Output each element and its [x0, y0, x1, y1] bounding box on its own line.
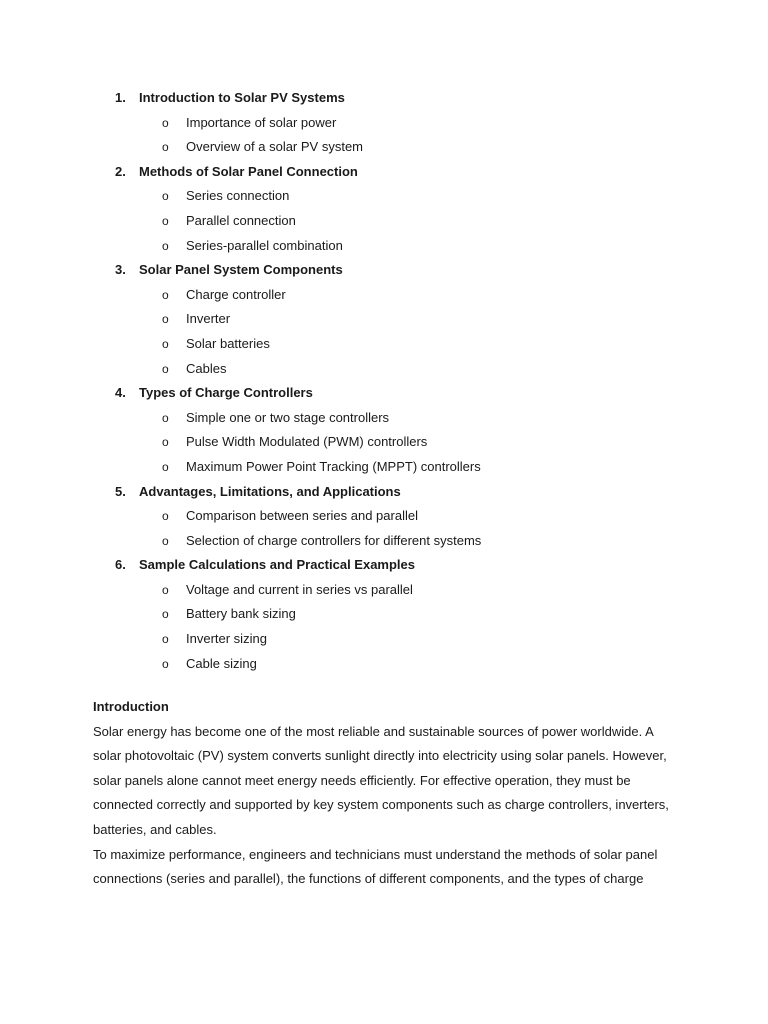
- hollow-bullet-icon: o: [162, 459, 169, 474]
- introduction-section: [93, 695, 683, 892]
- section-number-cell: [0, 160, 139, 185]
- outline-section-heading: [0, 160, 768, 185]
- hollow-bullet-icon: o: [162, 410, 169, 425]
- subitem-text: Charge controller: [186, 286, 286, 302]
- outline-subitem: [0, 332, 768, 357]
- hollow-bullet-icon: o: [162, 632, 169, 647]
- section-number-cell: [0, 381, 139, 406]
- outline-subitem: [0, 578, 768, 603]
- section-number-cell: [0, 553, 139, 578]
- outline-section-heading: [0, 258, 768, 283]
- hollow-bullet-icon: o: [162, 509, 169, 524]
- hollow-bullet-icon: o: [162, 312, 169, 327]
- section-title: Types of Charge Controllers: [139, 385, 313, 401]
- hollow-bullet-icon: o: [162, 361, 169, 376]
- subitem-text: Comparison between series and parallel: [186, 508, 418, 524]
- hollow-bullet-icon: o: [162, 533, 169, 548]
- hollow-bullet-icon: o: [162, 656, 169, 671]
- hollow-bullet-icon: o: [162, 287, 169, 302]
- section-title: Introduction to Solar PV Systems: [139, 90, 345, 105]
- subitem-text: Series connection: [186, 188, 290, 204]
- subitem-text: Parallel connection: [186, 212, 296, 228]
- outline-subitem: [0, 652, 768, 677]
- section-number: 5.: [115, 483, 126, 499]
- subitem-text: Maximum Power Point Tracking (MPPT) controllers: [186, 458, 481, 474]
- hollow-bullet-icon: o: [162, 238, 169, 253]
- introduction-paragraph-2: [93, 843, 683, 892]
- subitem-text: Cable sizing: [186, 655, 257, 671]
- outline-section-heading: [0, 553, 768, 578]
- subitem-text: Battery bank sizing: [186, 606, 296, 622]
- section-title: Advantages, Limitations, and Applications: [139, 483, 401, 499]
- hollow-bullet-icon: o: [162, 435, 169, 450]
- section-title: Sample Calculations and Practical Examples: [139, 557, 416, 573]
- subitem-text: Overview of a solar PV system: [186, 139, 363, 155]
- subitem-text: Voltage and current in series vs parallel: [186, 581, 413, 597]
- outline-subitem: [0, 430, 768, 455]
- outline-section-heading: [0, 480, 768, 505]
- hollow-bullet-icon: o: [162, 336, 169, 351]
- paragraph-line: Solar energy has become one of the most reliable and sustainable sources of power worldwide. A: [93, 723, 654, 739]
- hollow-bullet-icon: o: [162, 140, 169, 155]
- outline-subitem: [0, 135, 768, 160]
- subitem-text: Importance of solar power: [186, 114, 337, 130]
- section-number: 2.: [115, 163, 126, 179]
- outline-subitem: [0, 209, 768, 234]
- outline-subitem: [0, 504, 768, 529]
- paragraph-line: To maximize performance, engineers and technicians must understand the methods of solar panel: [93, 846, 658, 862]
- section-number-cell: [0, 258, 139, 283]
- outline-list: [0, 86, 768, 676]
- paragraph-line: solar panels alone cannot meet energy needs efficiently. For effective operation, they must be: [93, 772, 631, 788]
- subitem-text: Pulse Width Modulated (PWM) controllers: [186, 434, 428, 450]
- outline-section-heading: [0, 381, 768, 406]
- subitem-text: Simple one or two stage controllers: [186, 409, 390, 425]
- section-number-cell: [0, 86, 139, 111]
- hollow-bullet-icon: o: [162, 213, 169, 228]
- subitem-text: Solar batteries: [186, 335, 270, 351]
- section-number-cell: [0, 480, 139, 505]
- section-number: 6.: [115, 557, 126, 573]
- introduction-paragraph-1: [93, 720, 683, 843]
- subitem-text: Series-parallel combination: [186, 237, 343, 253]
- outline-section-heading: [0, 86, 768, 111]
- section-number: 3.: [115, 262, 126, 278]
- outline-subitem: [0, 357, 768, 382]
- outline-section: [0, 480, 768, 554]
- outline-section: [0, 160, 768, 258]
- outline-subitem: [0, 111, 768, 136]
- paragraph-line: batteries, and cables.: [93, 821, 217, 837]
- subitem-text: Inverter sizing: [186, 631, 267, 647]
- paragraph-line: solar photovoltaic (PV) system converts sunlight directly into electricity using solar panels. However,: [93, 748, 667, 764]
- paragraph-line: connected correctly and supported by key system components such as charge controllers, inverters,: [93, 797, 669, 813]
- section-number: 1.: [115, 90, 126, 105]
- subitem-text: Selection of charge controllers for different systems: [186, 532, 482, 548]
- outline-section: [0, 258, 768, 381]
- subitem-text: Cables: [186, 360, 227, 376]
- hollow-bullet-icon: o: [162, 582, 169, 597]
- section-number: 4.: [115, 385, 126, 401]
- section-title: Solar Panel System Components: [139, 262, 343, 278]
- outline-subitem: [0, 184, 768, 209]
- section-title: Methods of Solar Panel Connection: [139, 163, 358, 179]
- outline-subitem: [0, 529, 768, 554]
- outline-subitem: [0, 307, 768, 332]
- outline-subitem: [0, 627, 768, 652]
- introduction-heading: Introduction: [93, 699, 169, 714]
- outline-subitem: [0, 234, 768, 259]
- subitem-text: Inverter: [186, 311, 231, 327]
- hollow-bullet-icon: o: [162, 189, 169, 204]
- outline-subitem: [0, 455, 768, 480]
- hollow-bullet-icon: o: [162, 115, 169, 130]
- outline-section: [0, 553, 768, 676]
- outline-section: [0, 86, 768, 160]
- outline-subitem: [0, 406, 768, 431]
- outline-subitem: [0, 602, 768, 627]
- outline-subitem: [0, 283, 768, 308]
- hollow-bullet-icon: o: [162, 607, 169, 622]
- paragraph-line: connections (series and parallel), the functions of different components, and the types of charge: [93, 871, 644, 887]
- outline-section: [0, 381, 768, 479]
